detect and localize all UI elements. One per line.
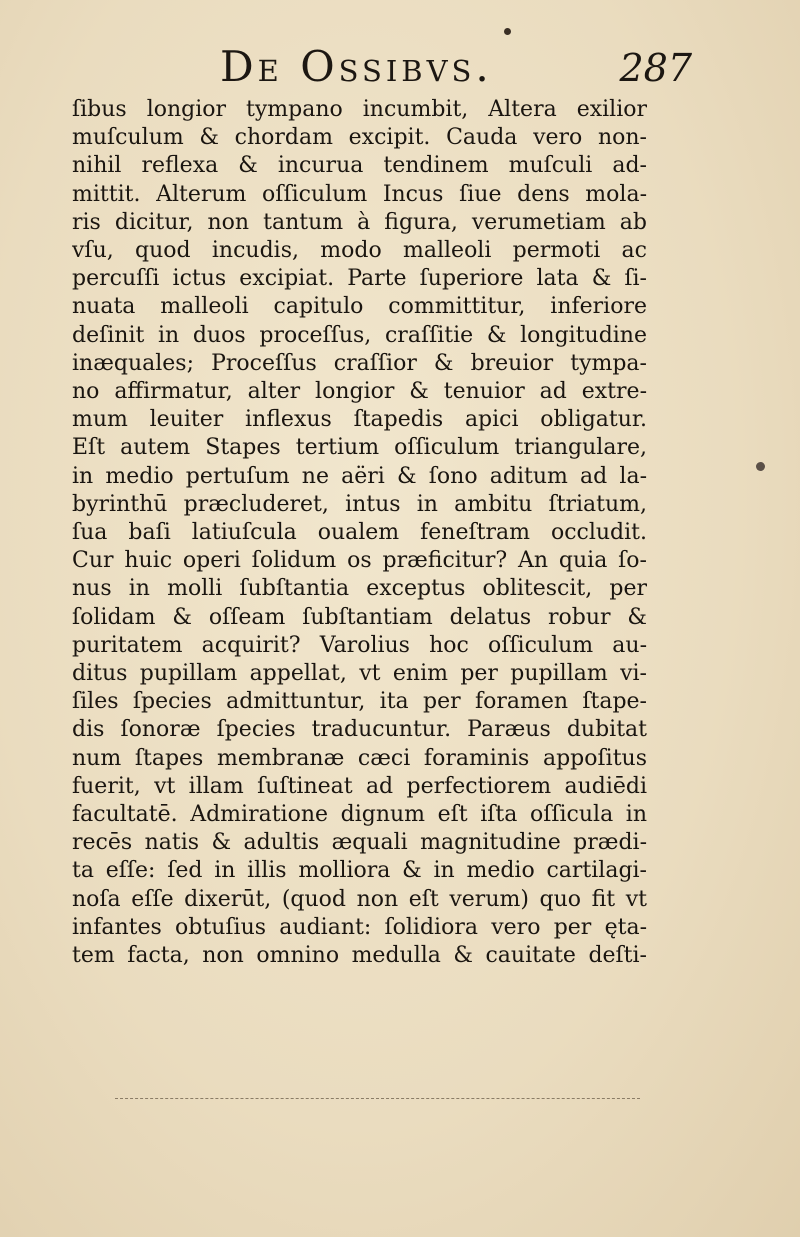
text-line: nus in molli ſubſtantia exceptus oblitescit, per [72, 576, 647, 602]
text-line: recēs natis & adultis æquali magnitudine prædi- [72, 830, 647, 856]
text-line: ditus pupillam appellat, vt enim per pupillam vi- [72, 661, 647, 687]
text-line: nuata malleoli capitulo committitur, inferiore [72, 294, 647, 320]
text-line: ris dicitur, non tantum à figura, verumetiam ab [72, 209, 647, 235]
running-head [70, 38, 690, 98]
text-line: mum leuiter inflexus ſtapedis apici obligatur. [72, 407, 647, 433]
text-line: ſolidam & oſſeam ſubſtantiam delatus robur & [72, 604, 647, 630]
text-line: nihil reflexa & incurua tendinem muſculi ad- [72, 153, 647, 179]
text-line: Eſt autem Stapes tertium oſſiculum triangulare, [72, 435, 647, 461]
page-number: 287 [619, 46, 692, 90]
bottom-divider [115, 1098, 640, 1099]
text-line: Cur huic operi ſolidum os præficitur? An quia ſo- [72, 548, 647, 574]
text-line: fuerit, vt illam ſuſtineat ad perfectiorem audiēdi [72, 773, 647, 799]
text-line: vſu, quod incudis, modo malleoli permoti ac [72, 238, 647, 264]
text-line: mittit. Alterum oſſiculum Incus ſiue dens mola- [72, 181, 647, 207]
ink-speck [756, 462, 765, 471]
text-line: muſculum & chordam excipit. Cauda vero non- [72, 125, 647, 151]
text-line: puritatem acquirit? Varolius hoc oſſiculum au- [72, 632, 647, 658]
text-line: num ſtapes membranæ cæci foraminis appoſitus [72, 745, 647, 771]
body-text [72, 96, 647, 970]
text-line: byrinthū præcluderet, intus in ambitu ſtriatum, [72, 491, 647, 517]
text-line: ſiles ſpecies admittuntur, ita per foramen ſtape- [72, 689, 647, 715]
text-line: deſinit in duos proceſſus, craſſitie & longitudine [72, 322, 647, 348]
text-line: ta eſſe: ſed in illis molliora & in medio cartilagi- [72, 858, 647, 884]
text-line: ſua baſi latiuſcula oualem feneſtram occludit. [72, 520, 647, 546]
text-line: noſa eſſe dixerūt, (quod non eſt verum) quo fit vt [72, 886, 647, 912]
text-line: tem facta, non omnino medulla & cauitate deſti- [72, 943, 647, 969]
text-line: inæquales; Proceſſus craſſior & breuior tympa- [72, 350, 647, 376]
text-line: no affirmatur, alter longior & tenuior ad extre- [72, 379, 647, 405]
text-line: facultatē. Admiratione dignum eſt iſta oſſicula in [72, 802, 647, 828]
text-line: infantes obtuſius audiant: ſolidiora vero per ęta- [72, 914, 647, 940]
text-line: in medio pertuſum ne aëri & ſono aditum ad la- [72, 463, 647, 489]
running-title: De Ossibvs. [220, 42, 493, 91]
text-line: dis ſonoræ ſpecies traducuntur. Paræus dubitat [72, 717, 647, 743]
text-line: ſibus longior tympano incumbit, Altera exilior [72, 97, 647, 122]
ink-speck [504, 28, 511, 35]
text-line: percuſſi ictus excipiat. Parte ſuperiore lata & ſi- [72, 266, 647, 292]
